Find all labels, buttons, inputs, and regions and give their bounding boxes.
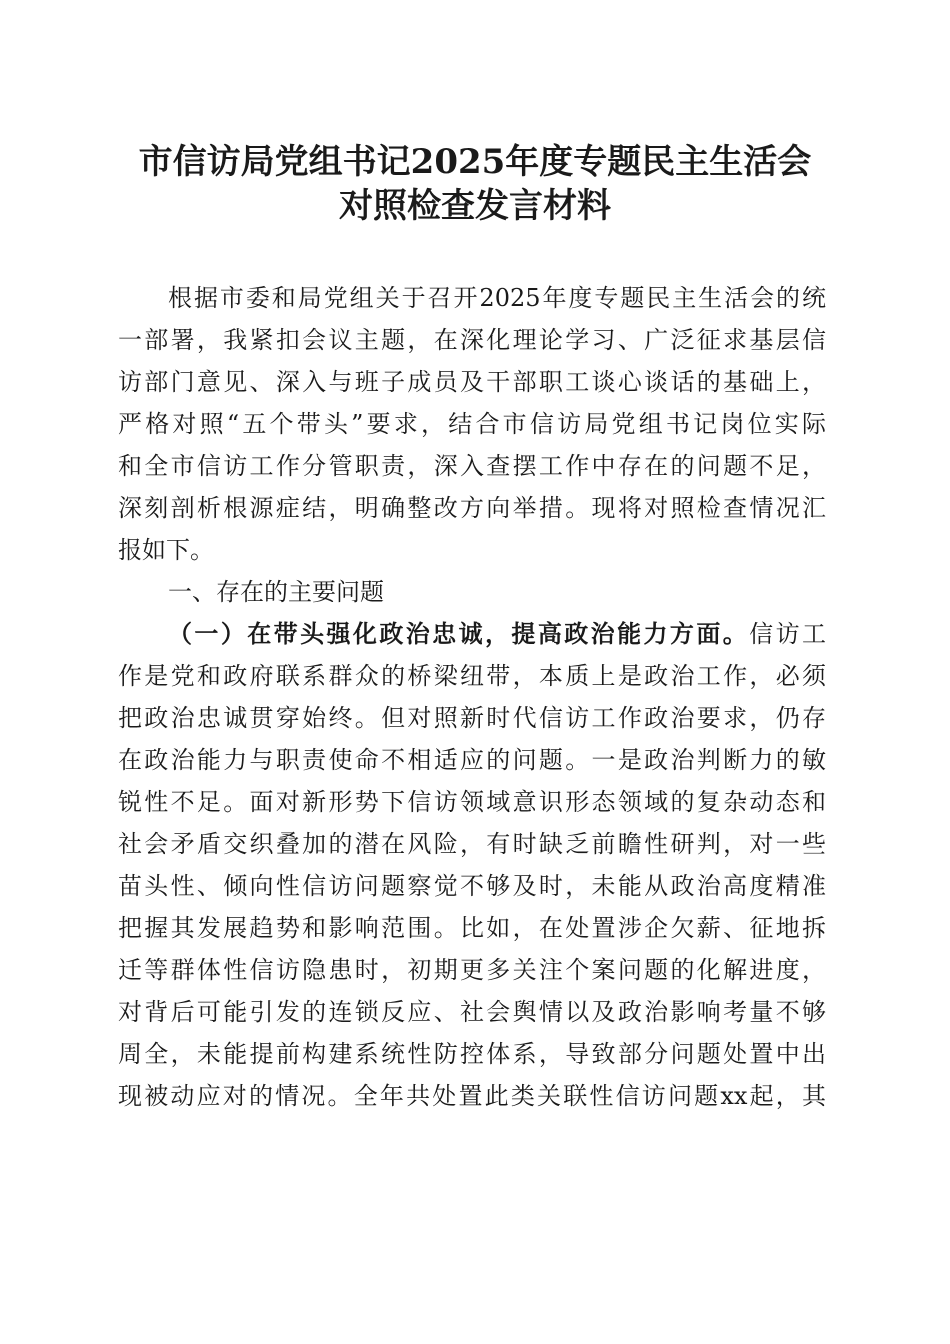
body-line: 迁等群体性信访隐患时，初期更多关注个案问题的化解进度，	[118, 956, 826, 984]
intro-line: 深刻剖析根源症结，明确整改方向举措。现将对照检查情况汇	[118, 494, 826, 522]
body-line: 作是党和政府联系群众的桥梁纽带，本质上是政治工作，必须	[118, 662, 826, 690]
intro-line: 访部门意见、深入与班子成员及干部职工谈心谈话的基础上，	[118, 368, 826, 396]
body-line: 社会矛盾交织叠加的潜在风险，有时缺乏前瞻性研判，对一些	[118, 830, 826, 858]
body-line: 苗头性、倾向性信访问题察觉不够及时，未能从政治高度精准	[118, 872, 826, 900]
intro-line: 和全市信访工作分管职责，深入查摆工作中存在的问题不足，	[118, 452, 826, 480]
document-title-line-2: 对照检查发言材料	[339, 186, 611, 226]
body-line: 对背后可能引发的连锁反应、社会舆情以及政治影响考量不够	[118, 998, 826, 1026]
body-line: 在政治能力与职责使命不相适应的问题。一是政治判断力的敏	[118, 746, 826, 774]
subsection-heading: （一）在带头强化政治忠诚，提高政治能力方面。	[168, 619, 750, 648]
body-line: 把政治忠诚贯穿始终。但对照新时代信访工作政治要求，仍存	[118, 704, 826, 732]
intro-line: 严格对照“五个带头”要求，结合市信访局党组书记岗位实际	[118, 410, 826, 438]
body-line: 现被动应对的情况。全年共处置此类关联性信访问题xx起，其	[118, 1082, 826, 1110]
intro-line: 一部署，我紧扣会议主题，在深化理论学习、广泛征求基层信	[118, 326, 826, 354]
body-line: 把握其发展趋势和影响范围。比如，在处置涉企欠薪、征地拆	[118, 914, 826, 942]
subsection-first-line-rest: 信访工	[749, 620, 827, 648]
intro-line: 报如下。	[118, 536, 214, 564]
body-line: 周全，未能提前构建系统性防控体系，导致部分问题处置中出	[118, 1040, 826, 1068]
subsection-first-line	[168, 613, 826, 655]
body-line: 锐性不足。面对新形势下信访领域意识形态领域的复杂动态和	[118, 788, 826, 816]
intro-line: 根据市委和局党组关于召开2025年度专题民主生活会的统	[168, 284, 826, 312]
section-heading: 一、存在的主要问题	[168, 578, 384, 606]
document-title-line-1: 市信访局党组书记2025年度专题民主生活会	[138, 142, 812, 182]
